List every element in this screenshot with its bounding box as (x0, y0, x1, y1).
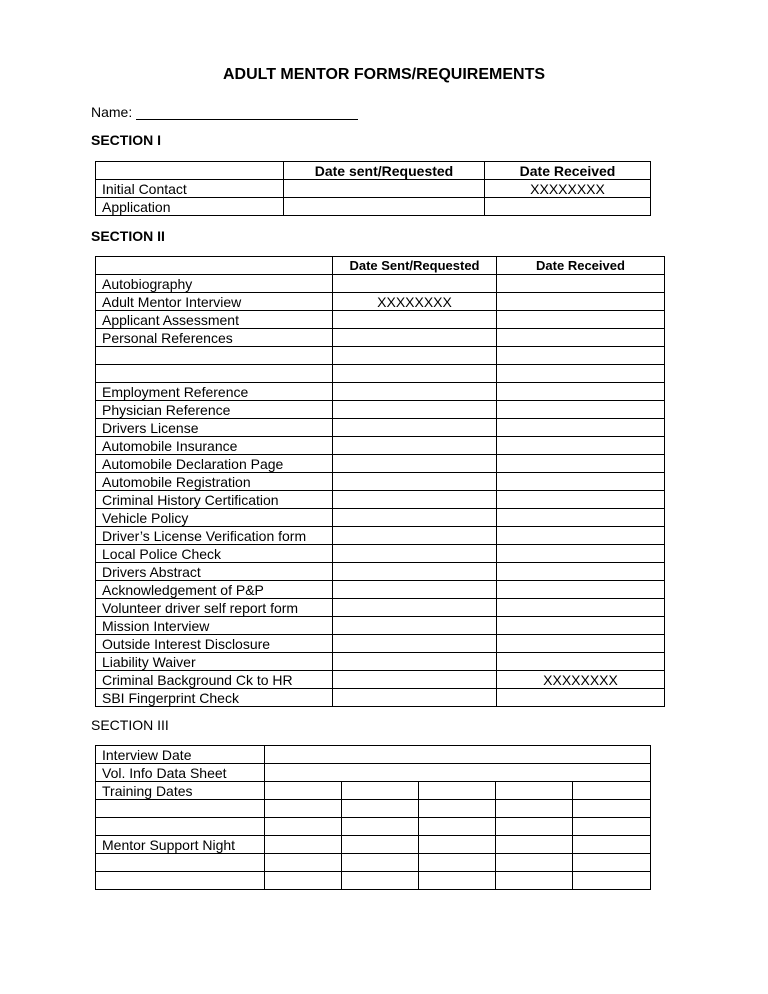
table-row (96, 347, 665, 365)
date-sent-cell (333, 311, 497, 329)
item-label-cell: Local Police Check (96, 545, 333, 563)
date-entry-cell[interactable] (342, 872, 419, 890)
table-row (96, 764, 651, 782)
date-entry-cell[interactable] (265, 854, 342, 872)
table-row (96, 545, 665, 563)
table-row (96, 455, 665, 473)
date-sent-cell (333, 599, 497, 617)
table-row (96, 836, 651, 854)
item-label-cell (96, 800, 265, 818)
table-row (96, 293, 665, 311)
date-received-cell (497, 545, 665, 563)
table-row (96, 527, 665, 545)
date-received-cell (497, 617, 665, 635)
date-entry-cell[interactable] (265, 872, 342, 890)
item-label-cell: Mentor Support Night (96, 836, 265, 854)
date-received-cell (497, 329, 665, 347)
date-received-cell (497, 347, 665, 365)
table-row (96, 653, 665, 671)
date-entry-cell[interactable] (496, 872, 573, 890)
date-sent-cell (333, 653, 497, 671)
table-row (96, 689, 665, 707)
entry-cell[interactable] (265, 764, 651, 782)
date-entry-cell[interactable] (265, 800, 342, 818)
date-entry-cell[interactable] (573, 854, 651, 872)
date-entry-cell[interactable] (265, 782, 342, 800)
date-sent-cell (333, 581, 497, 599)
date-received-cell (497, 383, 665, 401)
header-cell: Date sent/Requested (284, 162, 485, 180)
header-cell (96, 257, 333, 275)
item-label-cell (96, 347, 333, 365)
item-label-cell: Vehicle Policy (96, 509, 333, 527)
section-3-table (95, 745, 651, 890)
name-label: Name: (91, 104, 133, 120)
table-row (96, 401, 665, 419)
date-entry-cell[interactable] (573, 872, 651, 890)
section-2-table (95, 256, 665, 707)
date-sent-cell (333, 563, 497, 581)
item-label-cell: Criminal Background Ck to HR (96, 671, 333, 689)
date-sent-cell (333, 437, 497, 455)
item-label-cell: Outside Interest Disclosure (96, 635, 333, 653)
date-entry-cell[interactable] (342, 854, 419, 872)
date-sent-cell (333, 329, 497, 347)
name-blank-line[interactable] (136, 105, 358, 120)
page-title: ADULT MENTOR FORMS/REQUIREMENTS (222, 66, 546, 83)
item-label-cell: Automobile Registration (96, 473, 333, 491)
table-row (96, 491, 665, 509)
date-entry-cell[interactable] (265, 836, 342, 854)
date-entry-cell[interactable] (496, 800, 573, 818)
date-sent-cell (333, 491, 497, 509)
item-label-cell: Driver’s License Verification form (96, 527, 333, 545)
date-received-cell (497, 599, 665, 617)
date-sent-cell (333, 401, 497, 419)
date-sent-cell (333, 419, 497, 437)
table-row (96, 365, 665, 383)
date-sent-cell (333, 671, 497, 689)
item-label-cell: Drivers License (96, 419, 333, 437)
date-received-cell (497, 455, 665, 473)
date-received-cell: XXXXXXXX (497, 671, 665, 689)
name-field (91, 104, 358, 120)
date-received-cell (497, 563, 665, 581)
date-entry-cell[interactable] (496, 854, 573, 872)
item-label-cell: Training Dates (96, 782, 265, 800)
date-entry-cell[interactable] (496, 818, 573, 836)
date-received-cell (497, 491, 665, 509)
table-row (96, 854, 651, 872)
item-label-cell: Automobile Declaration Page (96, 455, 333, 473)
table-row (96, 275, 665, 293)
table-row (96, 800, 651, 818)
date-received-cell (497, 509, 665, 527)
date-received-cell (497, 365, 665, 383)
date-received-cell (497, 473, 665, 491)
item-label-cell: SBI Fingerprint Check (96, 689, 333, 707)
date-sent-cell: XXXXXXXX (333, 293, 497, 311)
date-entry-cell[interactable] (419, 818, 496, 836)
date-received-cell (497, 437, 665, 455)
date-entry-cell[interactable] (573, 800, 651, 818)
table-row (96, 419, 665, 437)
date-entry-cell[interactable] (265, 818, 342, 836)
date-sent-cell (333, 473, 497, 491)
date-sent-cell (333, 275, 497, 293)
item-label-cell: Interview Date (96, 746, 265, 764)
item-label-cell: Volunteer driver self report form (96, 599, 333, 617)
table-row (96, 872, 651, 890)
table-row (96, 180, 651, 198)
date-received-cell (497, 275, 665, 293)
date-entry-cell[interactable] (342, 818, 419, 836)
date-received-cell (497, 653, 665, 671)
date-entry-cell[interactable] (342, 800, 419, 818)
item-label-cell: Liability Waiver (96, 653, 333, 671)
table-row (96, 746, 651, 764)
date-sent-cell (333, 617, 497, 635)
table-row (96, 509, 665, 527)
table-header-row (96, 257, 665, 275)
table-header-row (96, 162, 651, 180)
item-label-cell: Mission Interview (96, 617, 333, 635)
date-sent-cell (333, 455, 497, 473)
section-1-heading: SECTION I (91, 132, 162, 148)
date-received-cell (497, 311, 665, 329)
item-label-cell: Employment Reference (96, 383, 333, 401)
item-label-cell: Acknowledgement of P&P (96, 581, 333, 599)
date-sent-cell (284, 180, 485, 198)
date-entry-cell[interactable] (573, 818, 651, 836)
date-received-cell (497, 581, 665, 599)
date-entry-cell[interactable] (419, 872, 496, 890)
section-1-table (95, 161, 651, 216)
table-row (96, 437, 665, 455)
item-label-cell: Initial Contact (96, 180, 284, 198)
table-row (96, 473, 665, 491)
date-sent-cell (333, 545, 497, 563)
item-label-cell: Application (96, 198, 284, 216)
table-row (96, 329, 665, 347)
date-entry-cell[interactable] (496, 836, 573, 854)
item-label-cell: Vol. Info Data Sheet (96, 764, 265, 782)
section-3-heading: SECTION III (91, 717, 169, 733)
date-sent-cell (333, 365, 497, 383)
date-entry-cell[interactable] (342, 836, 419, 854)
date-entry-cell[interactable] (342, 782, 419, 800)
table-row (96, 671, 665, 689)
item-label-cell: Drivers Abstract (96, 563, 333, 581)
date-sent-cell (333, 635, 497, 653)
date-received-cell (485, 198, 651, 216)
item-label-cell (96, 365, 333, 383)
date-sent-cell (333, 527, 497, 545)
header-cell: Date Sent/Requested (333, 257, 497, 275)
table-row (96, 818, 651, 836)
item-label-cell: Criminal History Certification (96, 491, 333, 509)
header-cell: Date Received (485, 162, 651, 180)
date-received-cell (497, 689, 665, 707)
date-entry-cell[interactable] (496, 782, 573, 800)
date-entry-cell[interactable] (419, 854, 496, 872)
date-sent-cell (333, 509, 497, 527)
date-sent-cell (333, 689, 497, 707)
table-row (96, 635, 665, 653)
table-row (96, 581, 665, 599)
item-label-cell: Autobiography (96, 275, 333, 293)
date-entry-cell[interactable] (573, 836, 651, 854)
table-row (96, 617, 665, 635)
date-entry-cell[interactable] (419, 782, 496, 800)
date-received-cell: XXXXXXXX (485, 180, 651, 198)
header-cell (96, 162, 284, 180)
date-sent-cell (284, 198, 485, 216)
section-2-heading: SECTION II (91, 228, 165, 244)
date-received-cell (497, 293, 665, 311)
table-row (96, 782, 651, 800)
date-entry-cell[interactable] (419, 800, 496, 818)
item-label-cell: Automobile Insurance (96, 437, 333, 455)
item-label-cell: Personal References (96, 329, 333, 347)
item-label-cell: Physician Reference (96, 401, 333, 419)
item-label-cell (96, 818, 265, 836)
date-received-cell (497, 401, 665, 419)
table-row (96, 198, 651, 216)
table-row (96, 383, 665, 401)
item-label-cell (96, 872, 265, 890)
item-label-cell: Applicant Assessment (96, 311, 333, 329)
item-label-cell (96, 854, 265, 872)
item-label-cell: Adult Mentor Interview (96, 293, 333, 311)
date-entry-cell[interactable] (573, 782, 651, 800)
table-row (96, 563, 665, 581)
table-row (96, 311, 665, 329)
date-sent-cell (333, 383, 497, 401)
table-row (96, 599, 665, 617)
date-received-cell (497, 419, 665, 437)
date-received-cell (497, 635, 665, 653)
header-cell: Date Received (497, 257, 665, 275)
entry-cell[interactable] (265, 746, 651, 764)
date-sent-cell (333, 347, 497, 365)
date-received-cell (497, 527, 665, 545)
date-entry-cell[interactable] (419, 836, 496, 854)
